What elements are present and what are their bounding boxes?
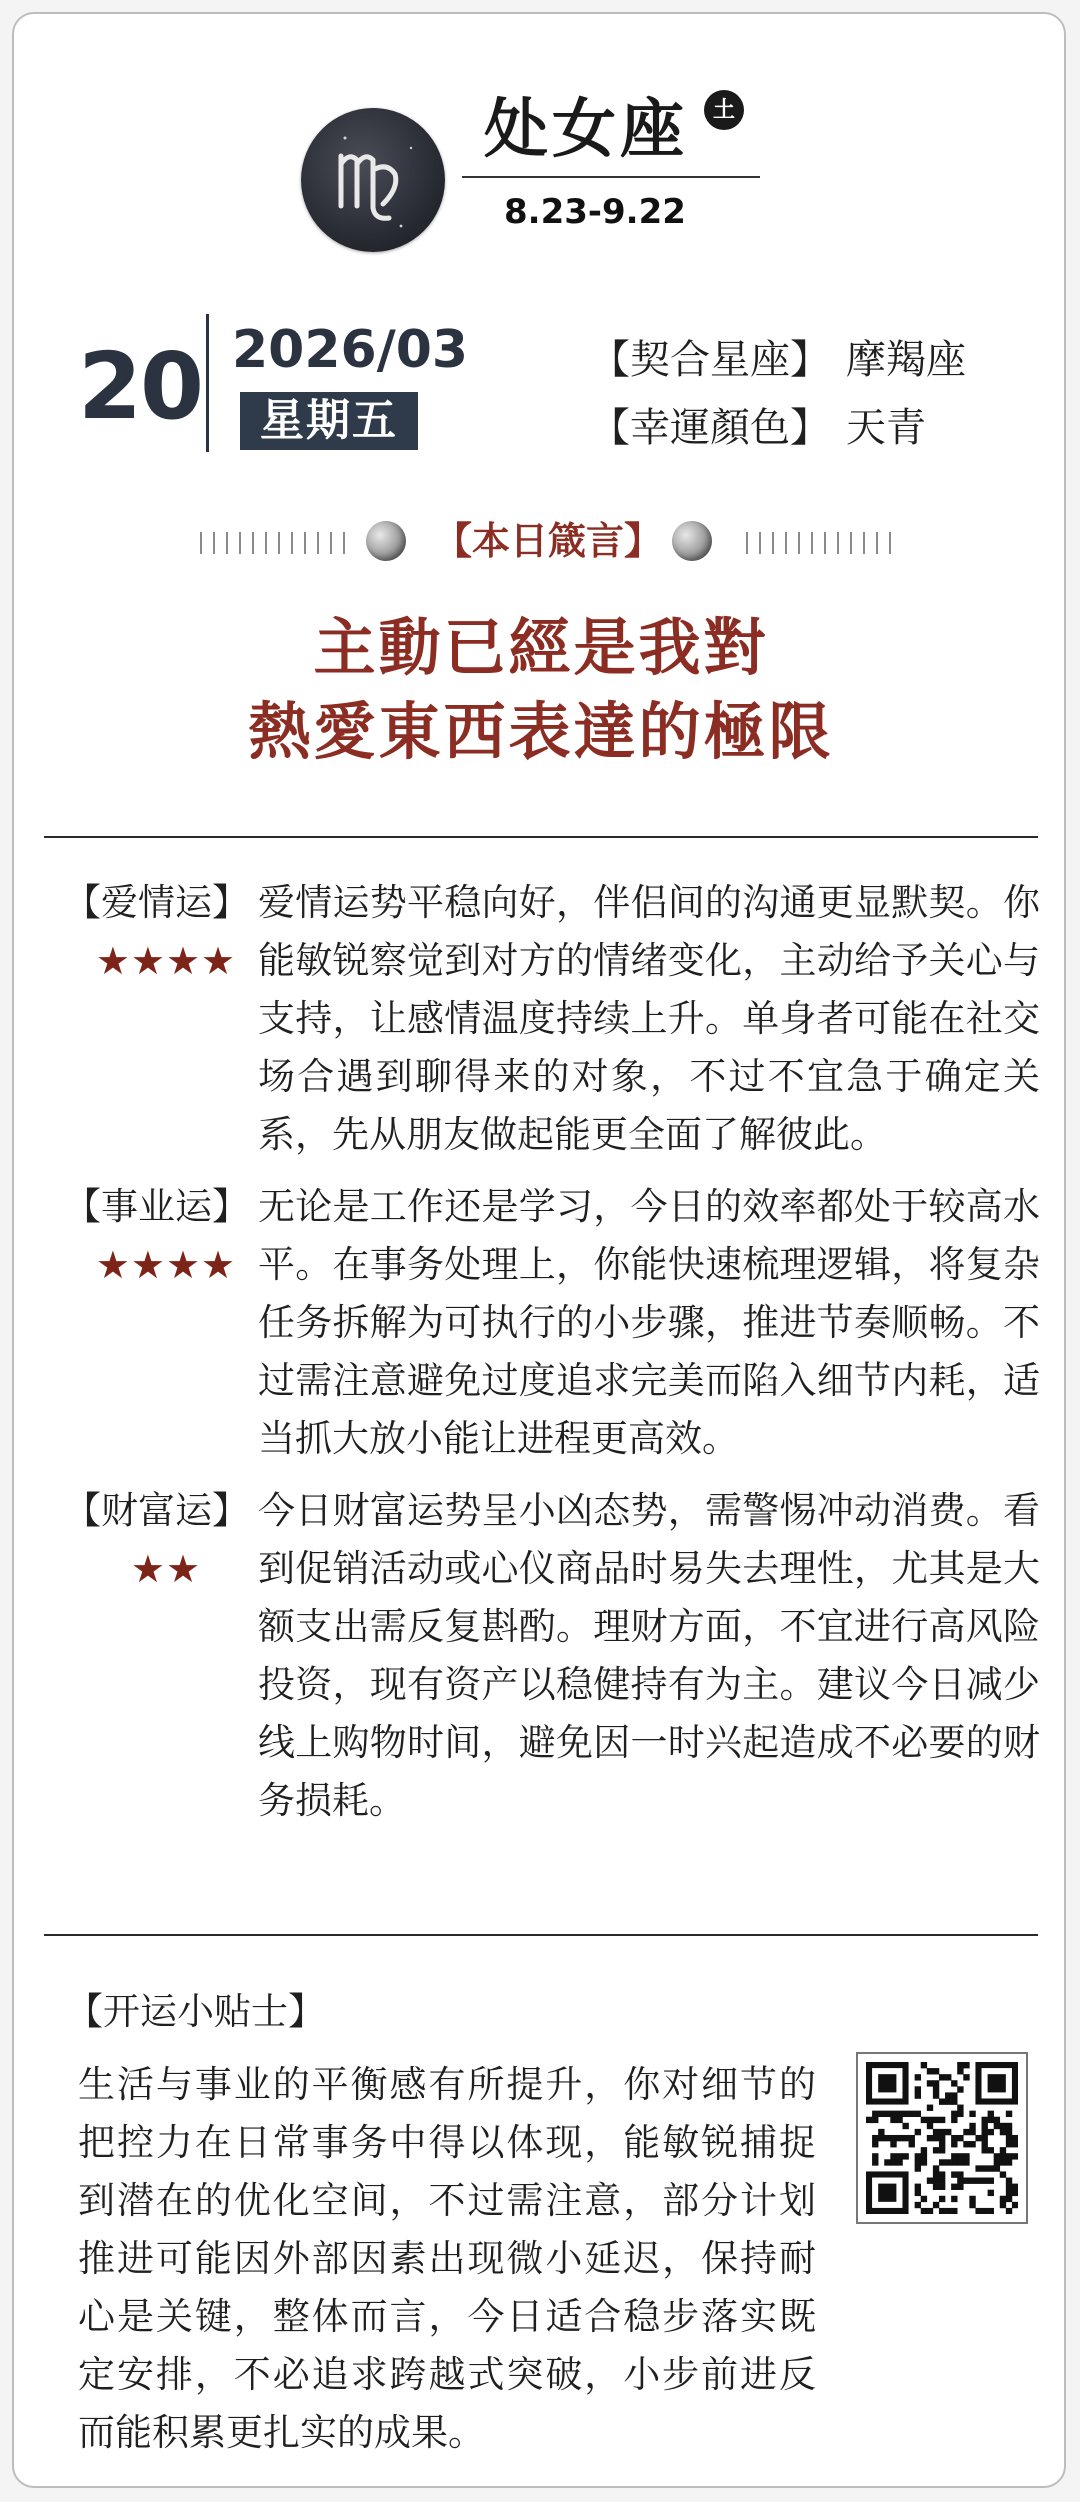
match-sign-row bbox=[590, 332, 966, 388]
love-fortune-text: 爱情运势平稳向好，伴侣间的沟通更显默契。你能敏锐察觉到对方的情绪变化，主动给予关心与支持，让感情温度持续上升。单身者可能在社交场合遇到聊得来的对象，不过不宜急于确定关系，先从朋友做起能更全面了解彼此。 bbox=[258, 881, 1040, 1156]
year-month: 2026/03 bbox=[232, 320, 469, 380]
match-sign-value: 摩羯座 bbox=[846, 337, 966, 383]
weekday-badge: 星期五 bbox=[240, 392, 418, 450]
sign-name: 处女座 bbox=[484, 92, 688, 167]
horoscope-card bbox=[12, 12, 1066, 2488]
wealth-fortune-text: 今日财富运势呈小凶态势，需警惕冲动消费。看到促销活动或心仪商品时易失去理性，尤其是大额支出需反复斟酌。理财方面，不宜进行高风险投资，现有资产以稳健持有为主。建议今日减少线上购物时间，避免因一时兴起造成不必要的财务损耗。 bbox=[258, 1489, 1040, 1822]
moon-icon bbox=[366, 521, 406, 561]
wealth-fortune-label: 【财富运】 bbox=[64, 1489, 249, 1532]
lucky-color-row bbox=[590, 400, 926, 456]
lucky-color-value: 天青 bbox=[846, 405, 926, 451]
career-fortune-label: 【事业运】 bbox=[64, 1185, 249, 1228]
tick-decoration-left bbox=[200, 532, 350, 554]
day-number: 20 bbox=[78, 333, 203, 440]
career-fortune-stars: ★★★★ bbox=[95, 1243, 237, 1287]
career-fortune-text: 无论是工作还是学习，今日的效率都处于较高水平。在事务处理上，你能快速梳理逻辑，将复杂任务拆解为可执行的小步骤，推进节奏顺畅。不过需注意避免过度追求完美而陷入细节内耗，适当抓大放小能让进程更高效。 bbox=[258, 1185, 1040, 1460]
tick-decoration-right bbox=[746, 532, 896, 554]
match-sign-label: 【契合星座】 bbox=[590, 337, 830, 383]
motto-line-1: 主動已經是我對 bbox=[313, 611, 769, 684]
motto-line-2: 熱愛東西表達的極限 bbox=[248, 695, 834, 768]
section-divider bbox=[44, 836, 1038, 838]
tips-title: 【开运小贴士】 bbox=[66, 1990, 325, 2033]
tips-text: 生活与事业的平衡感有所提升，你对细节的把控力在日常事务中得以体现，能敏锐捕捉到潜在的优化空间，不过需注意，部分计划推进可能因外部因素出现微小延迟，保持耐心是关键，整体而言，今日适合稳步落实既定安排，不必追求跨越式突破，小步前进反而能积累更扎实的成果。 bbox=[78, 2063, 816, 2454]
love-fortune-stars: ★★★★ bbox=[95, 939, 237, 983]
sign-name-underline bbox=[462, 176, 760, 178]
section-divider bbox=[44, 1934, 1038, 1936]
lucky-color-label: 【幸運顏色】 bbox=[590, 405, 830, 451]
sign-date-range: 8.23-9.22 bbox=[504, 192, 686, 232]
motto-label: 【本日箴言】 bbox=[434, 518, 663, 563]
love-fortune-label: 【爱情运】 bbox=[64, 881, 249, 924]
date-divider bbox=[206, 314, 209, 452]
virgo-zodiac-icon bbox=[301, 108, 445, 252]
element-badge: 土 bbox=[704, 90, 744, 130]
qr-code-icon[interactable] bbox=[856, 2052, 1028, 2224]
wealth-fortune-stars: ★★ bbox=[130, 1547, 202, 1591]
moon-icon bbox=[672, 521, 712, 561]
